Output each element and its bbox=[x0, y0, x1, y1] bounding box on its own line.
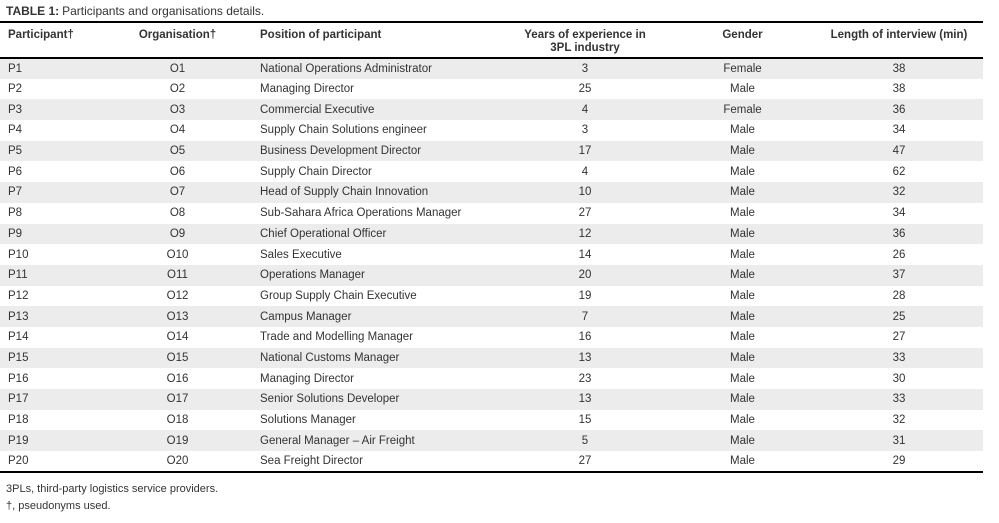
cell-interview-length: 38 bbox=[892, 83, 906, 96]
table-row bbox=[0, 120, 983, 141]
cell-participant: P3 bbox=[8, 103, 23, 116]
cell-years-experience: 3 bbox=[581, 124, 589, 137]
table-row bbox=[0, 161, 983, 182]
cell-organisation: O9 bbox=[169, 227, 186, 240]
cell-gender: Male bbox=[730, 248, 755, 261]
cell-interview-length: 28 bbox=[892, 289, 906, 302]
cell-gender: Male bbox=[730, 454, 755, 467]
cell-years-experience: 19 bbox=[578, 289, 592, 302]
table-row bbox=[0, 306, 983, 327]
cell-gender: Male bbox=[730, 434, 755, 447]
cell-position: National Customs Manager bbox=[260, 351, 400, 364]
col-header-gender-label: Gender bbox=[722, 29, 763, 41]
cell-gender: Male bbox=[730, 372, 755, 385]
cell-organisation: O14 bbox=[166, 331, 189, 344]
col-header-interview-length-label: Length of interview (min) bbox=[830, 29, 968, 41]
table-title bbox=[0, 1, 983, 23]
cell-years-experience: 27 bbox=[578, 454, 592, 467]
table-row bbox=[0, 203, 983, 224]
cell-gender: Male bbox=[730, 310, 755, 323]
cell-gender: Male bbox=[730, 414, 755, 427]
cell-interview-length: 32 bbox=[892, 414, 906, 427]
cell-participant: P18 bbox=[8, 414, 29, 427]
cell-organisation: O10 bbox=[166, 248, 189, 261]
cell-position: Group Supply Chain Executive bbox=[260, 289, 417, 302]
cell-participant: P7 bbox=[8, 186, 23, 199]
cell-organisation: O5 bbox=[169, 145, 186, 158]
cell-participant: P19 bbox=[8, 434, 29, 447]
cell-position: Chief Operational Officer bbox=[260, 227, 387, 240]
table-row bbox=[0, 79, 983, 100]
col-header-participant bbox=[0, 23, 130, 58]
cell-organisation: O1 bbox=[169, 62, 186, 75]
cell-gender: Male bbox=[730, 289, 755, 302]
table-row bbox=[0, 182, 983, 203]
cell-years-experience: 3 bbox=[581, 62, 589, 75]
participants-table bbox=[0, 23, 983, 473]
cell-interview-length: 27 bbox=[892, 331, 906, 344]
cell-years-experience: 5 bbox=[581, 434, 589, 447]
col-header-years-experience bbox=[500, 23, 670, 58]
cell-years-experience: 13 bbox=[578, 393, 592, 406]
cell-years-experience: 7 bbox=[581, 310, 589, 323]
col-header-position-label: Position of participant bbox=[260, 29, 382, 41]
cell-gender: Male bbox=[730, 186, 755, 199]
col-header-years-experience-label: Years of experience in 3PL industry bbox=[524, 29, 646, 54]
cell-position: Solutions Manager bbox=[260, 414, 356, 427]
cell-position: Sea Freight Director bbox=[260, 454, 363, 467]
cell-participant: P2 bbox=[8, 83, 23, 96]
cell-position: Trade and Modelling Manager bbox=[260, 331, 413, 344]
table-row bbox=[0, 348, 983, 369]
footnote-dagger: †, pseudonyms used. bbox=[6, 499, 111, 512]
cell-organisation: O18 bbox=[166, 414, 189, 427]
cell-position: Sub-Sahara Africa Operations Manager bbox=[260, 207, 462, 220]
cell-participant: P8 bbox=[8, 207, 23, 220]
cell-gender: Male bbox=[730, 331, 755, 344]
table-row bbox=[0, 327, 983, 348]
footnote-3pl: 3PLs, third-party logistics service providers. bbox=[6, 482, 219, 495]
col-header-gender bbox=[670, 23, 815, 58]
cell-interview-length: 26 bbox=[892, 248, 906, 261]
cell-years-experience: 16 bbox=[578, 331, 592, 344]
cell-interview-length: 29 bbox=[892, 454, 906, 467]
table-row bbox=[0, 389, 983, 410]
cell-position: Managing Director bbox=[260, 83, 354, 96]
cell-participant: P6 bbox=[8, 165, 23, 178]
cell-interview-length: 47 bbox=[892, 145, 906, 158]
cell-interview-length: 30 bbox=[892, 372, 906, 385]
table-row bbox=[0, 99, 983, 120]
cell-interview-length: 36 bbox=[892, 227, 906, 240]
table-row bbox=[0, 58, 983, 79]
cell-organisation: O15 bbox=[166, 351, 189, 364]
cell-participant: P5 bbox=[8, 145, 23, 158]
table-title-prefix: TABLE 1: bbox=[6, 4, 60, 18]
header-row bbox=[0, 23, 983, 58]
cell-organisation: O8 bbox=[169, 207, 186, 220]
cell-gender: Female bbox=[723, 103, 762, 116]
cell-organisation: O7 bbox=[169, 186, 186, 199]
cell-years-experience: 13 bbox=[578, 351, 592, 364]
col-header-participant-label: Participant† bbox=[8, 29, 74, 41]
cell-organisation: O2 bbox=[169, 83, 186, 96]
cell-organisation: O13 bbox=[166, 310, 189, 323]
cell-years-experience: 10 bbox=[578, 186, 592, 199]
cell-organisation: O17 bbox=[166, 393, 189, 406]
table-row bbox=[0, 265, 983, 286]
cell-gender: Male bbox=[730, 351, 755, 364]
cell-position: Business Development Director bbox=[260, 145, 422, 158]
table-row bbox=[0, 244, 983, 265]
cell-interview-length: 25 bbox=[892, 310, 906, 323]
cell-participant: P13 bbox=[8, 310, 29, 323]
table-footnotes bbox=[0, 481, 999, 515]
cell-organisation: O4 bbox=[169, 124, 186, 137]
cell-organisation: O16 bbox=[166, 372, 189, 385]
cell-position: Supply Chain Solutions engineer bbox=[260, 124, 427, 137]
cell-interview-length: 33 bbox=[892, 351, 906, 364]
cell-interview-length: 38 bbox=[892, 62, 906, 75]
cell-years-experience: 4 bbox=[581, 165, 589, 178]
cell-position: Managing Director bbox=[260, 372, 354, 385]
cell-years-experience: 12 bbox=[578, 227, 592, 240]
cell-years-experience: 17 bbox=[578, 145, 592, 158]
cell-organisation: O3 bbox=[169, 103, 186, 116]
cell-participant: P4 bbox=[8, 124, 23, 137]
cell-participant: P17 bbox=[8, 393, 29, 406]
cell-years-experience: 27 bbox=[578, 207, 592, 220]
cell-position: National Operations Administrator bbox=[260, 62, 432, 75]
cell-gender: Male bbox=[730, 227, 755, 240]
cell-years-experience: 23 bbox=[578, 372, 592, 385]
table-body bbox=[0, 58, 983, 472]
cell-position: Sales Executive bbox=[260, 248, 342, 261]
cell-interview-length: 36 bbox=[892, 103, 906, 116]
cell-position: Operations Manager bbox=[260, 269, 365, 282]
table-row bbox=[0, 451, 983, 472]
cell-interview-length: 32 bbox=[892, 186, 906, 199]
cell-interview-length: 33 bbox=[892, 393, 906, 406]
cell-gender: Male bbox=[730, 145, 755, 158]
table-row bbox=[0, 368, 983, 389]
cell-gender: Male bbox=[730, 83, 755, 96]
cell-interview-length: 34 bbox=[892, 124, 906, 137]
cell-years-experience: 4 bbox=[581, 103, 589, 116]
cell-gender: Female bbox=[723, 62, 762, 75]
cell-position: Commercial Executive bbox=[260, 103, 375, 116]
cell-position: Head of Supply Chain Innovation bbox=[260, 186, 429, 199]
cell-participant: P11 bbox=[8, 269, 28, 282]
cell-gender: Male bbox=[730, 207, 755, 220]
cell-participant: P1 bbox=[8, 62, 23, 75]
cell-organisation: O20 bbox=[166, 454, 189, 467]
cell-gender: Male bbox=[730, 269, 755, 282]
table-row bbox=[0, 410, 983, 431]
cell-gender: Male bbox=[730, 124, 755, 137]
cell-organisation: O12 bbox=[166, 289, 189, 302]
cell-years-experience: 25 bbox=[578, 83, 592, 96]
cell-interview-length: 31 bbox=[892, 434, 906, 447]
cell-position: General Manager – Air Freight bbox=[260, 434, 415, 447]
col-header-organisation-label: Organisation† bbox=[138, 29, 217, 41]
cell-years-experience: 15 bbox=[578, 414, 592, 427]
table-row bbox=[0, 430, 983, 451]
cell-participant: P14 bbox=[8, 331, 29, 344]
cell-participant: P12 bbox=[8, 289, 29, 302]
cell-participant: P20 bbox=[8, 454, 29, 467]
cell-years-experience: 14 bbox=[578, 248, 592, 261]
cell-interview-length: 34 bbox=[892, 207, 906, 220]
table-row bbox=[0, 224, 983, 245]
cell-position: Supply Chain Director bbox=[260, 165, 372, 178]
cell-interview-length: 37 bbox=[892, 269, 906, 282]
cell-organisation: O11 bbox=[167, 269, 188, 282]
cell-participant: P15 bbox=[8, 351, 29, 364]
table-title-text: Participants and organisations details. bbox=[62, 4, 265, 18]
cell-participant: P16 bbox=[8, 372, 29, 385]
cell-position: Campus Manager bbox=[260, 310, 352, 323]
col-header-position bbox=[225, 23, 500, 58]
col-header-organisation bbox=[130, 23, 225, 58]
cell-organisation: O6 bbox=[169, 165, 186, 178]
cell-participant: P10 bbox=[8, 248, 29, 261]
cell-interview-length: 62 bbox=[892, 165, 906, 178]
table-row bbox=[0, 286, 983, 307]
col-header-interview-length bbox=[815, 23, 983, 58]
cell-position: Senior Solutions Developer bbox=[260, 393, 400, 406]
table-row bbox=[0, 141, 983, 162]
cell-gender: Male bbox=[730, 393, 755, 406]
cell-years-experience: 20 bbox=[578, 269, 592, 282]
cell-participant: P9 bbox=[8, 227, 23, 240]
cell-gender: Male bbox=[730, 165, 755, 178]
cell-organisation: O19 bbox=[166, 434, 189, 447]
